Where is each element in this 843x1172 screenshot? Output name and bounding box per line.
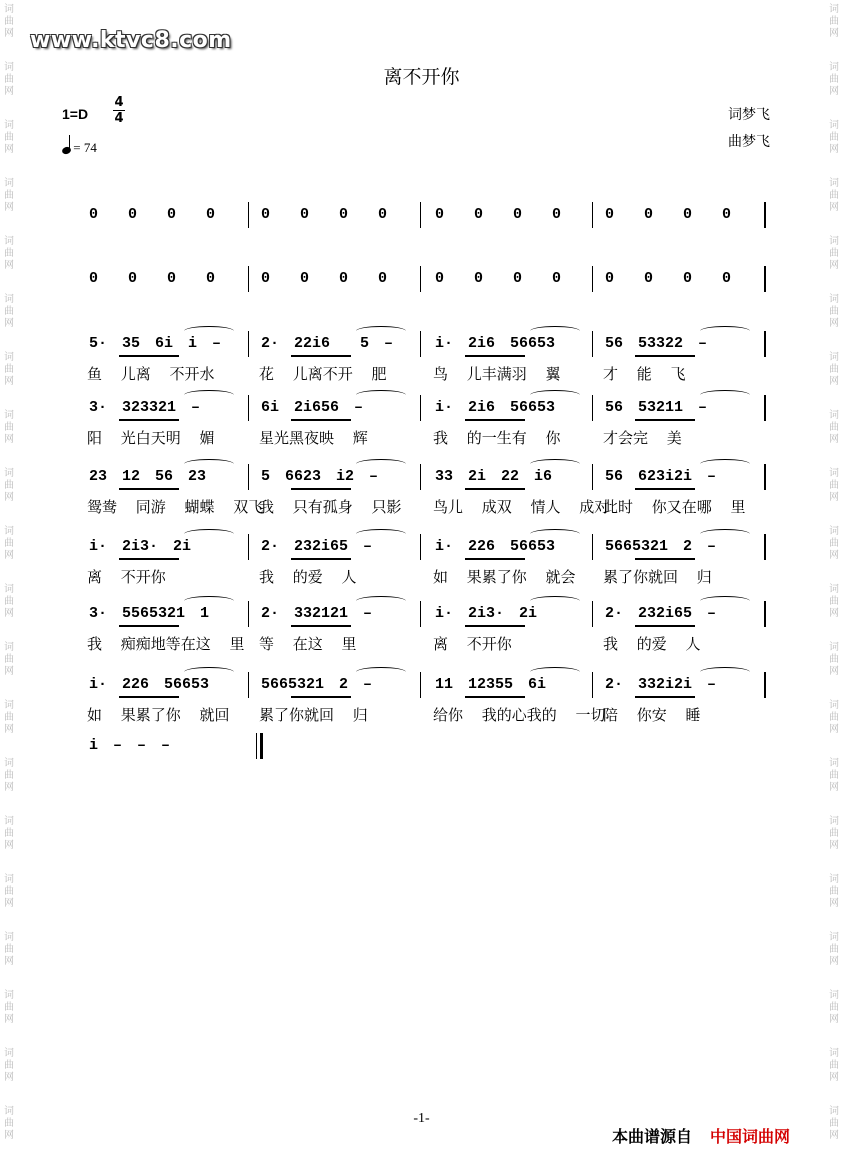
slur — [184, 596, 234, 606]
side-watermark-block: 词 曲 网 — [829, 1048, 839, 1083]
page-number: -1- — [413, 1111, 430, 1126]
slur — [700, 667, 750, 677]
barline — [420, 395, 421, 421]
barline — [420, 672, 421, 698]
side-watermark-block: 词 曲 网 — [4, 932, 14, 967]
measure-notes: i· 226 56653 — [89, 676, 210, 693]
side-watermark-block: 词 曲 网 — [4, 62, 14, 97]
side-watermark-block: 词 曲 网 — [4, 874, 14, 909]
barline — [420, 534, 421, 560]
slur — [184, 390, 234, 400]
beam-underline — [635, 625, 695, 627]
side-watermark-block: 词 曲 网 — [829, 4, 839, 39]
side-watermark-block: 词 曲 网 — [4, 700, 14, 735]
barline — [248, 601, 249, 627]
slur — [356, 390, 406, 400]
beam-underline — [119, 488, 179, 490]
slur — [184, 326, 234, 336]
beam-underline — [465, 558, 525, 560]
measure-lyrics: 才 能 飞 — [603, 365, 686, 383]
measure-notes: 6i 2i656 – — [261, 399, 364, 416]
beam-underline — [635, 696, 695, 698]
measure-notes: i· 2i3· 2i — [435, 605, 538, 622]
slur — [530, 667, 580, 677]
slur — [530, 529, 580, 539]
key-signature: 1=D — [62, 106, 89, 122]
source-credit — [612, 1124, 790, 1147]
barline — [592, 266, 593, 292]
side-watermark-block: 词 曲 网 — [829, 410, 839, 445]
notation-line — [85, 676, 775, 698]
side-watermark-block: 词 曲 网 — [4, 178, 14, 213]
measure-lyrics: 离 不开你 — [433, 635, 512, 653]
measure-lyrics: 给你 我的心我的 一切 — [433, 706, 606, 724]
side-watermark-block: 词 曲 网 — [4, 352, 14, 387]
tempo-value: = 74 — [73, 140, 97, 155]
measure-lyrics: 如 果累了你 就回 — [87, 706, 230, 724]
slur — [356, 667, 406, 677]
lyricist-credit: 词梦飞 — [728, 107, 770, 123]
source-site: 中国词曲网 — [710, 1127, 791, 1146]
measure-notes: 0 0 0 0 — [261, 206, 388, 223]
slur — [700, 390, 750, 400]
beam-underline — [635, 419, 695, 421]
side-watermark-right — [827, 0, 841, 1172]
notation-line — [85, 335, 775, 357]
measure-notes: 3· 323321 – — [89, 399, 201, 416]
time-signature-bottom: 4 — [114, 111, 124, 126]
measure-notes: 23 12 56 23 — [89, 468, 207, 485]
barline — [248, 395, 249, 421]
measure-lyrics: 离 不开你 — [87, 568, 166, 586]
side-watermark-block: 词 曲 网 — [829, 990, 839, 1025]
tempo-marking — [62, 135, 97, 156]
barline — [248, 202, 249, 228]
beam-underline — [635, 558, 695, 560]
measure-notes: i – – – — [89, 737, 171, 754]
side-watermark-block: 词 曲 网 — [829, 468, 839, 503]
beam-underline — [291, 696, 351, 698]
slur — [700, 596, 750, 606]
side-watermark-block: 词 曲 网 — [829, 874, 839, 909]
measure-notes: 0 0 0 0 — [261, 270, 388, 287]
side-watermark-block: 词 曲 网 — [829, 178, 839, 213]
measure-notes: 56 623i2i – — [605, 468, 717, 485]
side-watermark-block: 词 曲 网 — [4, 410, 14, 445]
beam-underline — [119, 355, 179, 357]
measure-lyrics: 我 的爱 人 — [603, 635, 701, 653]
notation-line — [85, 737, 775, 759]
measure-lyrics: 星光黑夜映 辉 — [259, 429, 368, 447]
barline — [764, 464, 766, 490]
slur — [700, 529, 750, 539]
side-watermark-block: 词 曲 网 — [4, 4, 14, 39]
barline — [420, 266, 421, 292]
side-watermark-block: 词 曲 网 — [4, 584, 14, 619]
beam-underline — [291, 419, 351, 421]
slur — [700, 459, 750, 469]
beam-underline — [291, 625, 351, 627]
beam-underline — [291, 355, 351, 357]
barline — [592, 395, 593, 421]
slur — [356, 459, 406, 469]
side-watermark-block: 词 曲 网 — [829, 642, 839, 677]
measure-notes: 0 0 0 0 — [435, 206, 562, 223]
slur — [530, 459, 580, 469]
barline — [592, 534, 593, 560]
side-watermark-block: 词 曲 网 — [4, 468, 14, 503]
side-watermark-block: 词 曲 网 — [829, 932, 839, 967]
beam-underline — [635, 488, 695, 490]
side-watermark-block: 词 曲 网 — [829, 352, 839, 387]
side-watermark-block: 词 曲 网 — [829, 584, 839, 619]
measure-lyrics: 等 在这 里 — [259, 635, 357, 653]
measure-notes: 56 53211 – — [605, 399, 708, 416]
measure-lyrics: 鸟 儿丰满羽 翼 — [433, 365, 561, 383]
quarter-note-icon — [61, 146, 72, 156]
measure-lyrics: 阳 光白天明 媚 — [87, 429, 215, 447]
notation-line — [85, 538, 775, 560]
side-watermark-block: 词 曲 网 — [829, 1106, 839, 1141]
slur — [184, 529, 234, 539]
measure-notes: 33 2i 22 i6 — [435, 468, 553, 485]
barline — [764, 395, 766, 421]
measure-notes: 3· 5565321 1 — [89, 605, 210, 622]
barline — [764, 534, 766, 560]
measure-notes: 5665321 2 – — [605, 538, 717, 555]
measure-notes: 2· 22i6 5 – — [261, 335, 394, 352]
site-watermark: www.ktvc8.com — [30, 28, 232, 53]
beam-underline — [291, 488, 351, 490]
measure-lyrics: 累了你就回 归 — [603, 568, 712, 586]
barline — [248, 266, 249, 292]
measure-notes: 0 0 0 0 — [435, 270, 562, 287]
barline — [592, 464, 593, 490]
side-watermark-block: 词 曲 网 — [829, 236, 839, 271]
slur — [530, 390, 580, 400]
notation-line — [85, 605, 775, 627]
measure-lyrics: 陪 你安 睡 — [603, 706, 701, 724]
barline — [420, 202, 421, 228]
notation-line — [85, 468, 775, 490]
measure-lyrics: 我 痴痴地等在这 里 — [87, 635, 245, 653]
slur — [356, 326, 406, 336]
side-watermark-block: 词 曲 网 — [4, 758, 14, 793]
measure-notes: i· 2i6 56653 — [435, 335, 556, 352]
slur — [530, 596, 580, 606]
side-watermark-block: 词 曲 网 — [4, 1048, 14, 1083]
beam-underline — [291, 558, 351, 560]
measure-lyrics: 我 只有孤身 只影 — [259, 498, 402, 516]
measure-notes: 5665321 2 – — [261, 676, 373, 693]
measure-lyrics: 此时 你又在哪 里 — [603, 498, 746, 516]
slur — [356, 529, 406, 539]
barline — [592, 601, 593, 627]
measure-notes: 2· 332i2i – — [605, 676, 717, 693]
measure-notes: i· 2i6 56653 — [435, 399, 556, 416]
side-watermark-block: 词 曲 网 — [4, 526, 14, 561]
measure-notes: 5 6623 i2 – — [261, 468, 379, 485]
slur — [356, 596, 406, 606]
barline — [764, 331, 766, 357]
beam-underline — [465, 625, 525, 627]
slur — [530, 326, 580, 336]
measure-notes: 2· 232i65 – — [261, 538, 373, 555]
barline — [420, 601, 421, 627]
barline — [248, 672, 249, 698]
measure-notes: 2· 332121 – — [261, 605, 373, 622]
measure-notes: 0 0 0 0 — [89, 206, 216, 223]
measure-notes: 0 0 0 0 — [89, 270, 216, 287]
beam-underline — [465, 696, 525, 698]
side-watermark-block: 词 曲 网 — [829, 120, 839, 155]
side-watermark-block: 词 曲 网 — [829, 816, 839, 851]
measure-lyrics: 如 果累了你 就会 — [433, 568, 576, 586]
barline — [248, 331, 249, 357]
barline — [764, 601, 766, 627]
beam-underline — [119, 558, 179, 560]
side-watermark-block: 词 曲 网 — [829, 758, 839, 793]
barline — [248, 464, 249, 490]
measure-lyrics: 鸳鸯 同游 蝴蝶 双飞 — [87, 498, 264, 516]
side-watermark-block: 词 曲 网 — [4, 236, 14, 271]
source-label: 本曲谱源自 — [612, 1127, 693, 1146]
side-watermark-block: 词 曲 网 — [4, 120, 14, 155]
side-watermark-block: 词 曲 网 — [829, 700, 839, 735]
measure-notes: 2· 232i65 – — [605, 605, 717, 622]
side-watermark-block: 词 曲 网 — [4, 816, 14, 851]
barline — [420, 464, 421, 490]
side-watermark-block: 词 曲 网 — [4, 642, 14, 677]
measure-lyrics: 才会完 美 — [603, 429, 682, 447]
time-signature-top: 4 — [114, 95, 124, 110]
barline — [592, 202, 593, 228]
notation-line — [85, 399, 775, 421]
barline — [592, 331, 593, 357]
beam-underline — [119, 696, 179, 698]
beam-underline — [119, 625, 179, 627]
slur — [184, 459, 234, 469]
composer-credit: 曲梦飞 — [728, 134, 770, 150]
measure-lyrics: 我 的一生有 你 — [433, 429, 561, 447]
barline — [248, 534, 249, 560]
song-title: 离不开你 — [383, 66, 460, 88]
side-watermark-block: 词 曲 网 — [4, 1106, 14, 1141]
measure-notes: i· 2i3· 2i — [89, 538, 192, 555]
measure-notes: 5· 35 6i i – — [89, 335, 222, 352]
side-watermark-block: 词 曲 网 — [4, 990, 14, 1025]
barline — [764, 266, 766, 292]
measure-lyrics: 鸟儿 成双 情人 成对 — [433, 498, 610, 516]
measure-lyrics: 累了你就回 归 — [259, 706, 368, 724]
barline — [420, 331, 421, 357]
side-watermark-block: 词 曲 网 — [829, 62, 839, 97]
beam-underline — [119, 419, 179, 421]
side-watermark-block: 词 曲 网 — [4, 294, 14, 329]
measure-lyrics: 花 儿离不开 肥 — [259, 365, 387, 383]
measure-notes: i· 226 56653 — [435, 538, 556, 555]
barline — [764, 672, 766, 698]
measure-lyrics: 鱼 儿离 不开水 — [87, 365, 215, 383]
side-watermark-left — [2, 0, 16, 1172]
measure-notes: 11 12355 6i — [435, 676, 547, 693]
time-signature — [113, 96, 125, 125]
notation-line — [85, 206, 775, 228]
barline — [764, 202, 766, 228]
notation-line — [85, 270, 775, 292]
measure-notes: 0 0 0 0 — [605, 206, 732, 223]
final-barline — [256, 733, 264, 759]
measure-notes: 0 0 0 0 — [605, 270, 732, 287]
beam-underline — [465, 488, 525, 490]
slur — [700, 326, 750, 336]
side-watermark-block: 词 曲 网 — [829, 294, 839, 329]
measure-lyrics: 我 的爱 人 — [259, 568, 357, 586]
measure-notes: 56 53322 – — [605, 335, 708, 352]
beam-underline — [465, 355, 525, 357]
beam-underline — [635, 355, 695, 357]
slur — [184, 667, 234, 677]
beam-underline — [465, 419, 525, 421]
side-watermark-block: 词 曲 网 — [829, 526, 839, 561]
barline — [592, 672, 593, 698]
